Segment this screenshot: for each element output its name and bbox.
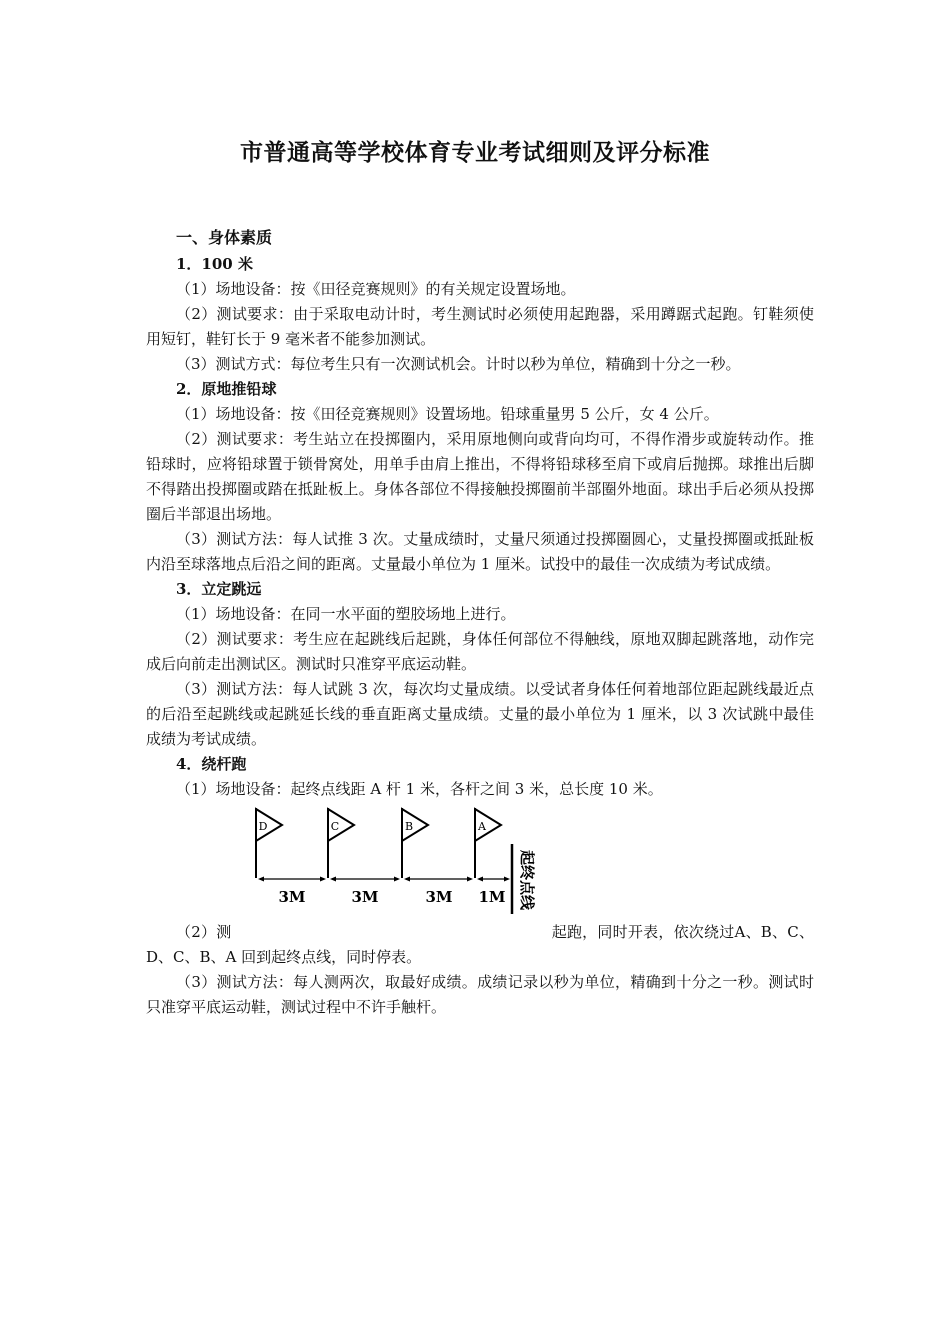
paragraph: （1）场地设备：起终点线距 A 杆 1 米，各杆之间 3 米，总长度 10 米。 — [176, 780, 663, 798]
item-heading-shot-put: 2．原地推铅球 — [176, 380, 277, 398]
paragraph: （3）测试方法：每人测两次，取最好成绩。成绩记录以秒为单位，精确到十分之一秒。测试时只准穿平底运动鞋，测试过程中不许手触杆。 — [146, 973, 814, 1016]
distance-label-dc: 3M — [278, 888, 306, 906]
paragraph-start: （2）测 — [176, 923, 232, 941]
item-heading-100m: 1．100 米 — [176, 255, 253, 273]
paragraph: （1）场地设备：按《田径竞赛规则》设置场地。铅球重量男 5 公斤，女 4 公斤。 — [176, 405, 719, 423]
section-heading: 一、身体素质 — [176, 228, 273, 247]
paragraph: （1）场地设备：按《田径竞赛规则》的有关规定设置场地。 — [176, 280, 576, 298]
flag-label-a: A — [478, 820, 486, 833]
item-heading-pole-run: 4．绕杆跑 — [176, 755, 247, 773]
distance-label-ba: 3M — [425, 888, 453, 906]
distance-label-a-finish: 1M — [478, 888, 506, 906]
paragraph: （2）测试要求：由于采取电动计时，考生测试时必须使用起跑器，采用蹲踞式起跑。钉鞋须使用短钉，鞋钉长于 9 毫米者不能参加测试。 — [146, 305, 814, 348]
pole-run-diagram — [244, 806, 564, 918]
flag-label-b: B — [404, 820, 414, 833]
paragraph — [146, 920, 814, 970]
paragraph-end: 起跑，同时开表，依次绕过A、B、C、D、C、B、A 回到起终点线，同时停表。 — [146, 923, 814, 966]
paragraph: （3）测试方式：每位考生只有一次测试机会。计时以秒为单位，精确到十分之一秒。 — [176, 355, 741, 373]
page-title: 市普通高等学校体育专业考试细则及评分标准 — [240, 139, 710, 166]
distance-label-cb: 3M — [351, 888, 379, 906]
flag-pole-d — [256, 808, 282, 878]
document-body — [146, 223, 814, 1020]
paragraph: （1）场地设备：在同一水平面的塑胶场地上进行。 — [176, 605, 516, 623]
paragraph: （3）测试方法：每人试推 3 次。丈量成绩时，丈量尺须通过投掷圈圆心，丈量投掷圈或抵趾板内沿至球落地点后沿之间的距离。丈量最小单位为 1 厘米。试投中的最佳一次成绩为考试成绩。 — [146, 530, 814, 573]
flag-label-c: C — [330, 820, 340, 833]
finish-line-label: 起终点线 — [518, 850, 536, 911]
paragraph: （2）测试要求：考生站立在投掷圈内，采用原地侧向或背向均可，不得作滑步或旋转动作。推铅球时，应将铅球置于锁骨窝处，用单手由肩上推出，不得将铅球移至肩下或肩后抛掷。球推出后脚不得踏出投掷圈或踏在抵趾板上。身体各部位不得接触投掷圈前半部圈外地面。球出手后必须从投掷圈后半部退出场地。 — [146, 430, 814, 523]
item-heading-long-jump: 3．立定跳远 — [176, 580, 262, 598]
flag-label-d: D — [258, 820, 268, 833]
flag-pole-b — [402, 808, 428, 878]
flag-pole-a — [475, 808, 501, 878]
paragraph: （2）测试要求：考生应在起跳线后起跳，身体任何部位不得触线，原地双脚起跳落地，动作完成后向前走出测试区。测试时只准穿平底运动鞋。 — [146, 630, 814, 673]
paragraph: （3）测试方法：每人试跳 3 次，每次均丈量成绩。以受试者身体任何着地部位距起跳线最近点的后沿至起跳线或起跳延长线的垂直距离丈量成绩。丈量的最小单位为 1 厘米，以 3 次试跳中最佳成绩为考试成绩。 — [146, 680, 814, 748]
flag-pole-c — [328, 808, 354, 878]
